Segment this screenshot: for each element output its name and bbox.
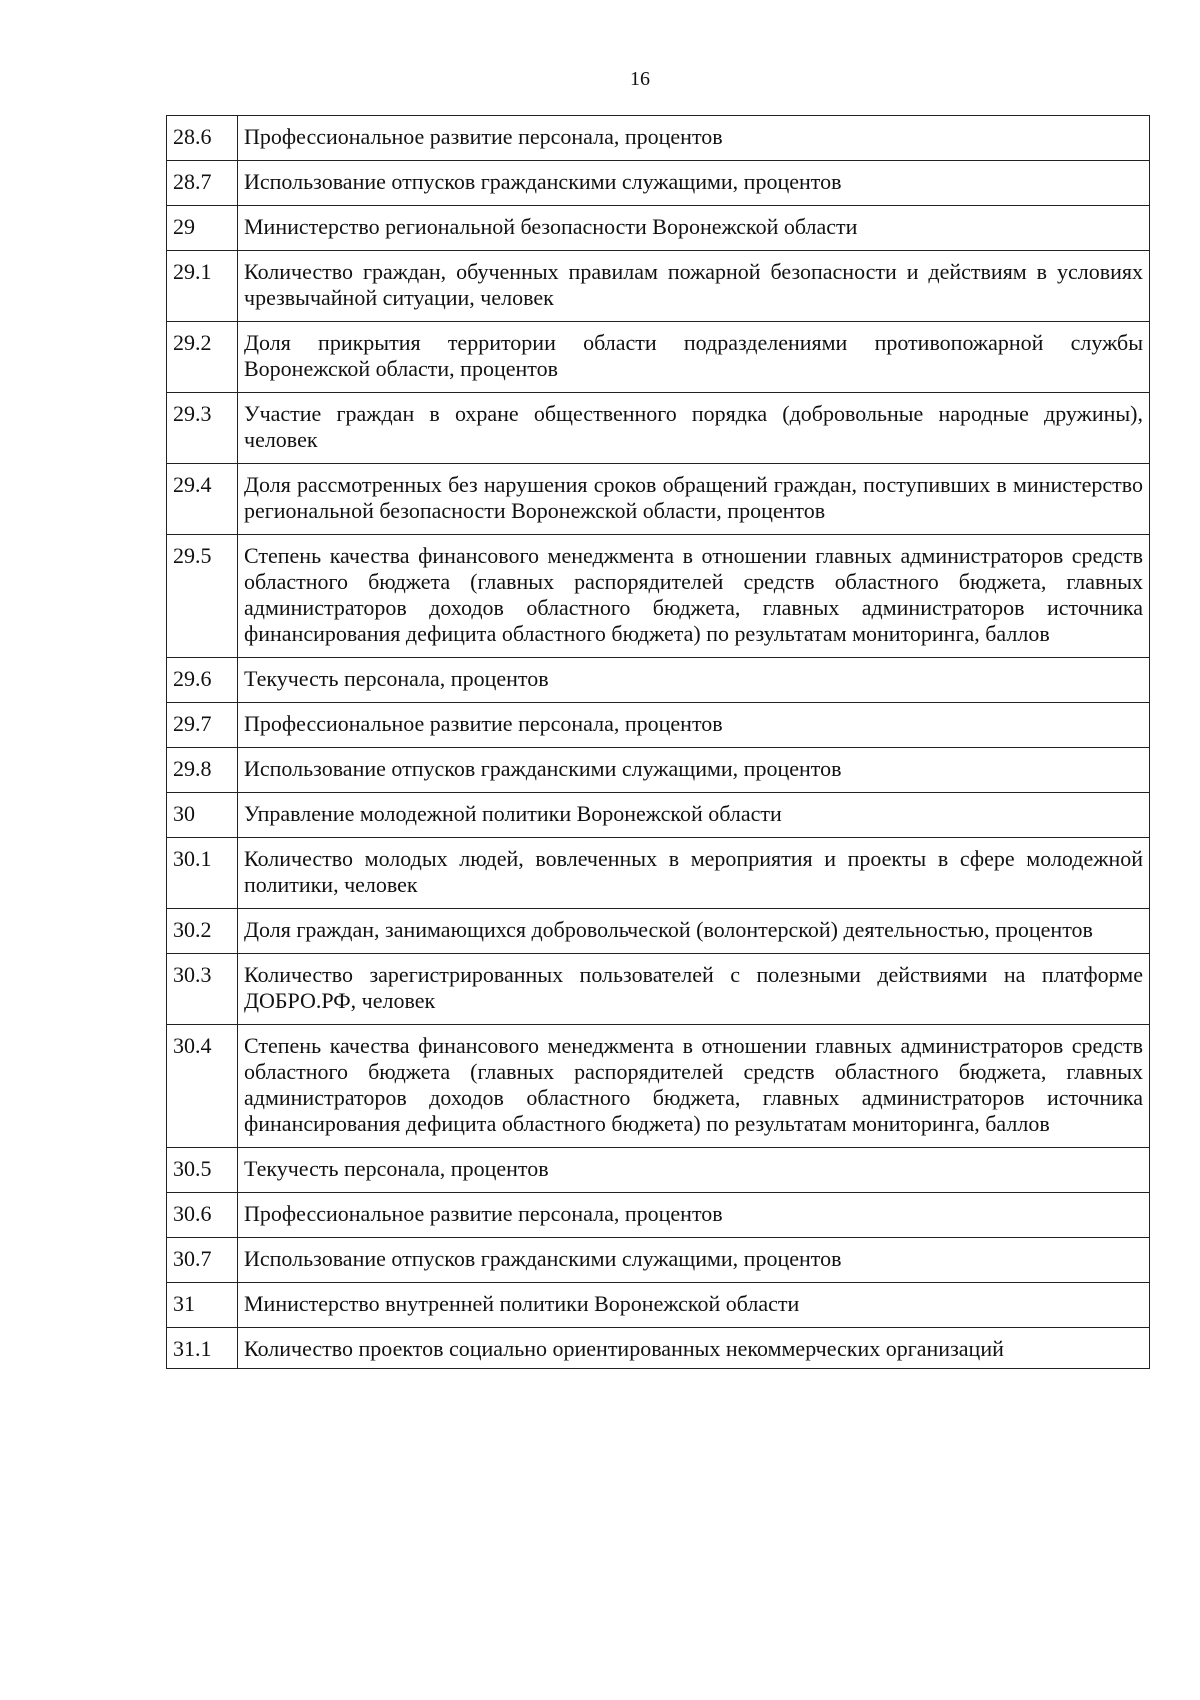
row-text: Министерство региональной безопасности Воронежской области [238,206,1150,251]
row-number: 30.2 [167,909,238,954]
row-number: 30.3 [167,954,238,1025]
row-text: Управление молодежной политики Воронежской области [238,793,1150,838]
row-number: 30.4 [167,1025,238,1148]
row-text: Доля рассмотренных без нарушения сроков обращений граждан, поступивших в министерство региональной безопасности Воронежской области, процентов [238,464,1150,535]
table-row [167,535,1150,658]
row-number: 29.8 [167,748,238,793]
table-row [167,838,1150,909]
table-row [167,1148,1150,1193]
row-number: 30.7 [167,1238,238,1283]
row-text: Участие граждан в охране общественного порядка (добровольные народные дружины), человек [238,393,1150,464]
row-text: Количество зарегистрированных пользователей с полезными действиями на платформе ДОБРО.РФ, человек [238,954,1150,1025]
table-row [167,161,1150,206]
table-row [167,658,1150,703]
row-number: 30.6 [167,1193,238,1238]
row-number: 29.7 [167,703,238,748]
table-row [167,909,1150,954]
row-number: 29.2 [167,322,238,393]
table-row [167,1328,1150,1369]
row-text: Профессиональное развитие персонала, процентов [238,116,1150,161]
table-row [167,206,1150,251]
table-row [167,322,1150,393]
row-number: 28.7 [167,161,238,206]
row-number: 30.1 [167,838,238,909]
row-text: Количество молодых людей, вовлеченных в мероприятия и проекты в сфере молодежной политики, человек [238,838,1150,909]
row-number: 28.6 [167,116,238,161]
row-text: Доля граждан, занимающихся добровольческой (волонтерской) деятельностью, процентов [238,909,1150,954]
row-text: Степень качества финансового менеджмента в отношении главных администраторов средств областного бюджета (главных распорядителей средств областного бюджета, главных администраторов доходов областного бюджета, главных администраторов источника финансирования дефицита областного бюджета) по результатам мониторинга, баллов [238,535,1150,658]
row-text: Текучесть персонала, процентов [238,658,1150,703]
row-text: Министерство внутренней политики Воронежской области [238,1283,1150,1328]
table-row [167,464,1150,535]
row-number: 29.4 [167,464,238,535]
row-text: Текучесть персонала, процентов [238,1148,1150,1193]
row-text: Использование отпусков гражданскими служащими, процентов [238,161,1150,206]
row-text: Использование отпусков гражданскими служащими, процентов [238,748,1150,793]
table-row [167,1193,1150,1238]
row-number: 29.5 [167,535,238,658]
table-row [167,1238,1150,1283]
row-text: Доля прикрытия территории области подразделениями противопожарной службы Воронежской области, процентов [238,322,1150,393]
table-row [167,954,1150,1025]
row-number: 31 [167,1283,238,1328]
row-text: Степень качества финансового менеджмента в отношении главных администраторов средств областного бюджета (главных распорядителей средств областного бюджета, главных администраторов доходов областного бюджета, главных администраторов источника финансирования дефицита областного бюджета) по результатам мониторинга, баллов [238,1025,1150,1148]
table-row [167,1025,1150,1148]
table-row [167,703,1150,748]
indicators-table [166,115,1150,1369]
row-text: Количество проектов социально ориентированных некоммерческих организаций [238,1328,1150,1369]
row-number: 29 [167,206,238,251]
table-row [167,251,1150,322]
row-number: 30 [167,793,238,838]
table-row [167,1283,1150,1328]
row-text: Количество граждан, обученных правилам пожарной безопасности и действиям в условиях чрезвычайной ситуации, человек [238,251,1150,322]
row-number: 29.6 [167,658,238,703]
table-row [167,393,1150,464]
table-row [167,116,1150,161]
table-row [167,748,1150,793]
row-number: 30.5 [167,1148,238,1193]
page-number: 16 [630,68,650,90]
table-row [167,793,1150,838]
row-number: 29.1 [167,251,238,322]
row-text: Использование отпусков гражданскими служащими, процентов [238,1238,1150,1283]
row-text: Профессиональное развитие персонала, процентов [238,1193,1150,1238]
row-text: Профессиональное развитие персонала, процентов [238,703,1150,748]
row-number: 29.3 [167,393,238,464]
row-number: 31.1 [167,1328,238,1369]
